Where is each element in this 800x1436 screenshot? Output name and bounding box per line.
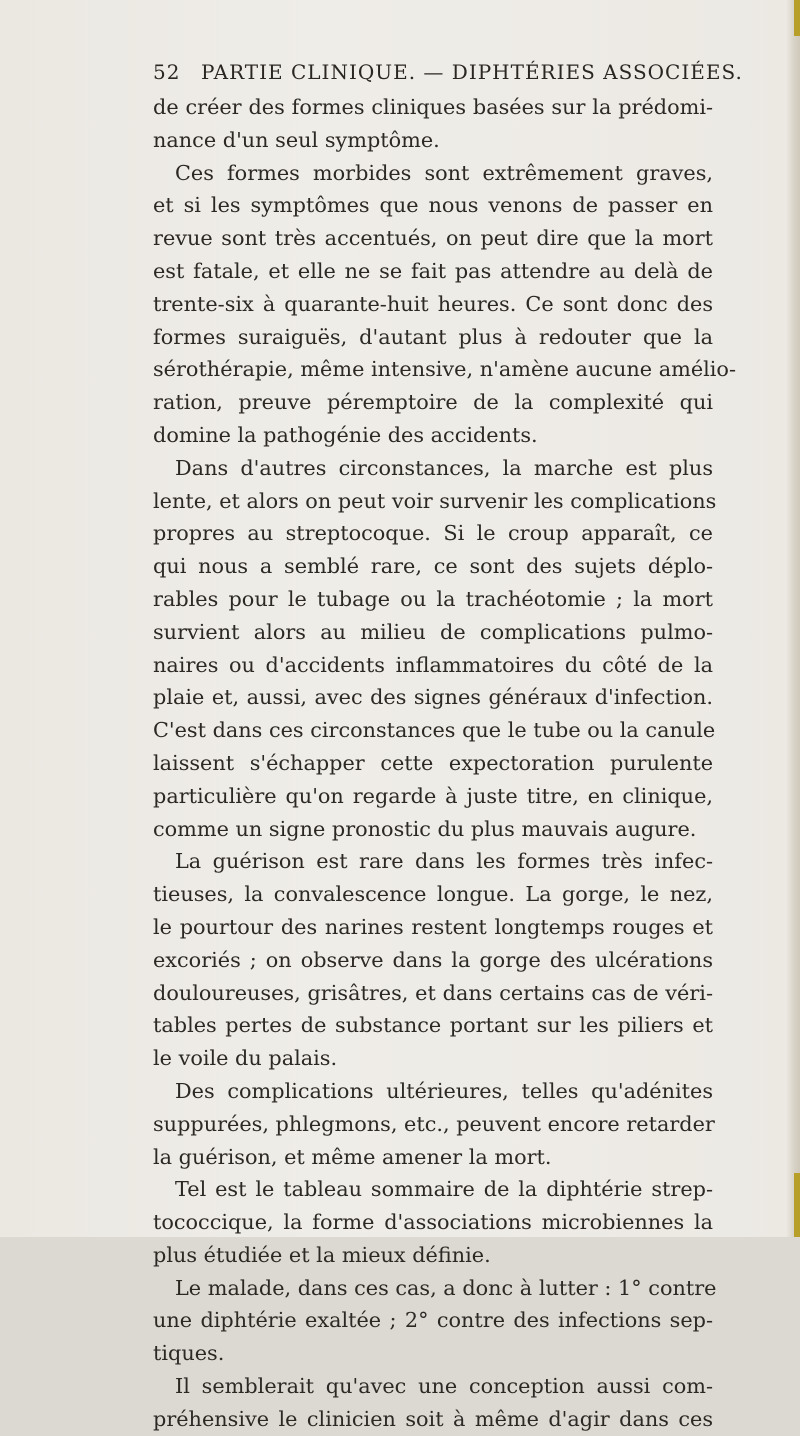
- text-line: revue sont très accentués, on peut dire que la mort: [153, 226, 713, 251]
- text-line: de créer des formes cliniques basées sur la prédomi-: [153, 95, 713, 119]
- text-line: plus étudiée et la mieux définie.: [153, 1242, 491, 1267]
- text-line: préhensive le clinicien soit à même d'agir dans ces: [153, 1406, 713, 1431]
- text-line: particulière qu'on regarde à juste titre, en clinique,: [153, 783, 713, 808]
- text-line: qui nous a semblé rare, ce sont des sujets déplo-: [153, 554, 713, 579]
- text-line: naires ou d'accidents inflammatoires du côté de la: [153, 652, 713, 677]
- running-header: [153, 60, 743, 84]
- page-number: 52: [153, 60, 181, 84]
- page-edge-mark: [794, 1173, 800, 1237]
- text-line: nance d'un seul symptôme.: [153, 127, 440, 152]
- text-line: comme un signe pronostic du plus mauvais augure.: [153, 816, 697, 841]
- text-line: est fatale, et elle ne se fait pas attendre au delà de: [153, 258, 713, 283]
- text-line: propres au streptocoque. Si le croup apparaît, ce: [153, 521, 713, 546]
- text-line: plaie et, aussi, avec des signes généraux d'infection.: [153, 685, 713, 710]
- text-line: douloureuses, grisâtres, et dans certains cas de véri-: [153, 980, 713, 1005]
- text-line: le voile du palais.: [153, 1046, 338, 1071]
- text-line: le pourtour des narines restent longtemps rouges et: [153, 914, 713, 939]
- text-line: trente-six à quarante-huit heures. Ce sont donc des: [153, 291, 713, 316]
- text-line: sérothérapie, même intensive, n'amène aucune amélio-: [153, 357, 736, 382]
- text-line: une diphtérie exaltée ; 2° contre des infections sep-: [153, 1308, 713, 1333]
- text-line: rables pour le tubage ou la trachéotomie ; la mort: [153, 586, 713, 611]
- text-line: tiques.: [153, 1341, 225, 1366]
- text-line: la guérison, et même amener la mort.: [153, 1144, 552, 1169]
- text-line: formes suraiguës, d'autant plus à redouter que la: [153, 324, 713, 349]
- text-line: Ces formes morbides sont extrêmement graves,: [175, 160, 713, 185]
- text-line: laissent s'échapper cette expectoration purulente: [153, 750, 713, 775]
- text-line: Il semblerait qu'avec une conception aussi com-: [175, 1374, 713, 1399]
- text-line: excoriés ; on observe dans la gorge des ulcérations: [153, 947, 713, 972]
- text-line: Dans d'autres circonstances, la marche est plus: [175, 455, 713, 480]
- text-line: tables pertes de substance portant sur les piliers et: [153, 1013, 713, 1038]
- text-line: ration, preuve péremptoire de la complexité qui: [153, 390, 713, 415]
- text-line: tococcique, la forme d'associations microbiennes la: [153, 1210, 713, 1235]
- text-line: domine la pathogénie des accidents.: [153, 422, 538, 447]
- text-line: suppurées, phlegmons, etc., peuvent encore retarder: [153, 1111, 715, 1136]
- text-line: C'est dans ces circonstances que le tube ou la canule: [153, 718, 716, 743]
- running-title: PARTIE CLINIQUE. — DIPHTÉRIES ASSOCIÉES.: [201, 60, 743, 84]
- text-line: Des complications ultérieures, telles qu'adénites: [175, 1078, 713, 1103]
- text-line: Le malade, dans ces cas, a donc à lutter : 1° contre: [175, 1275, 717, 1300]
- text-line: survient alors au milieu de complications pulmo-: [153, 619, 713, 644]
- body-text: [153, 91, 736, 1436]
- text-line: et si les symptômes que nous venons de passer en: [153, 193, 713, 218]
- text-line: tieuses, la convalescence longue. La gorge, le nez,: [153, 882, 713, 907]
- page-edge-shadow: [786, 0, 800, 1237]
- page-edge-mark: [794, 0, 800, 36]
- text-line: Tel est le tableau sommaire de la diphtérie strep-: [175, 1177, 713, 1202]
- text-line: lente, et alors on peut voir survenir les complications: [153, 488, 717, 513]
- text-line: La guérison est rare dans les formes très infec-: [175, 849, 713, 874]
